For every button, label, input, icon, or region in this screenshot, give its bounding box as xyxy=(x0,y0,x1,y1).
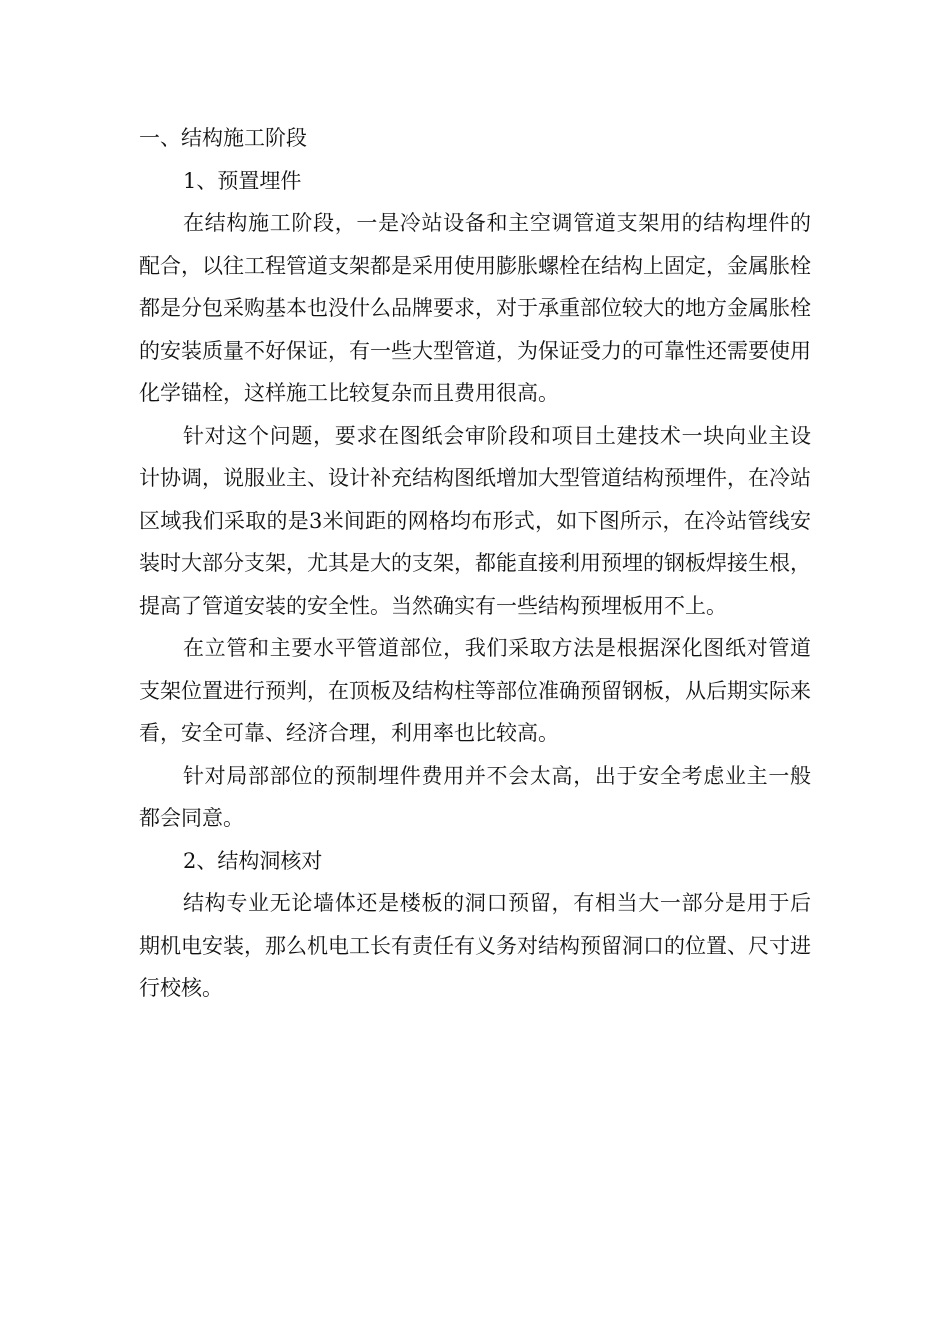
paragraph: 针对这个问题，要求在图纸会审阶段和项目土建技术一块向业主设计协调，说服业主、设计补充结构图纸增加大型管道结构预埋件，在冷站区域我们采取的是3米间距的网格均布形式，如下图所示，在冷站管线安装时大部分支架，尤其是大的支架，都能直接利用预埋的钢板焊接生根，提高了管道安装的安全性。当然确实有一些结构预埋板用不上。 xyxy=(139,423,811,618)
subsection-heading-embedded-parts: 1、预置埋件 xyxy=(183,168,302,193)
paragraph: 结构专业无论墙体还是楼板的洞口预留，有相当大一部分是用于后期机电安装，那么机电工长有责任有义务对结构预留洞口的位置、尺寸进行校核。 xyxy=(139,891,811,1000)
section-heading: 一、结构施工阶段 xyxy=(139,126,307,150)
subsection-heading-structural-openings: 2、结构洞核对 xyxy=(183,848,323,873)
paragraph: 在立管和主要水平管道部位，我们采取方法是根据深化图纸对管道支架位置进行预判，在顶板及结构柱等部位准确预留钢板，从后期实际来看，安全可靠、经济合理，利用率也比较高。 xyxy=(139,636,811,745)
paragraph: 针对局部部位的预制埋件费用并不会太高，出于安全考虑业主一般都会同意。 xyxy=(139,763,811,830)
paragraph: 在结构施工阶段，一是冷站设备和主空调管道支架用的结构埋件的配合，以往工程管道支架都是采用使用膨胀螺栓在结构上固定，金属胀栓都是分包采购基本也没什么品牌要求，对于承重部位较大的地方金属胀栓的安装质量不好保证，有一些大型管道，为保证受力的可靠性还需要使用化学锚栓，这样施工比较复杂而且费用很高。 xyxy=(139,211,811,405)
document-page xyxy=(139,117,811,1010)
